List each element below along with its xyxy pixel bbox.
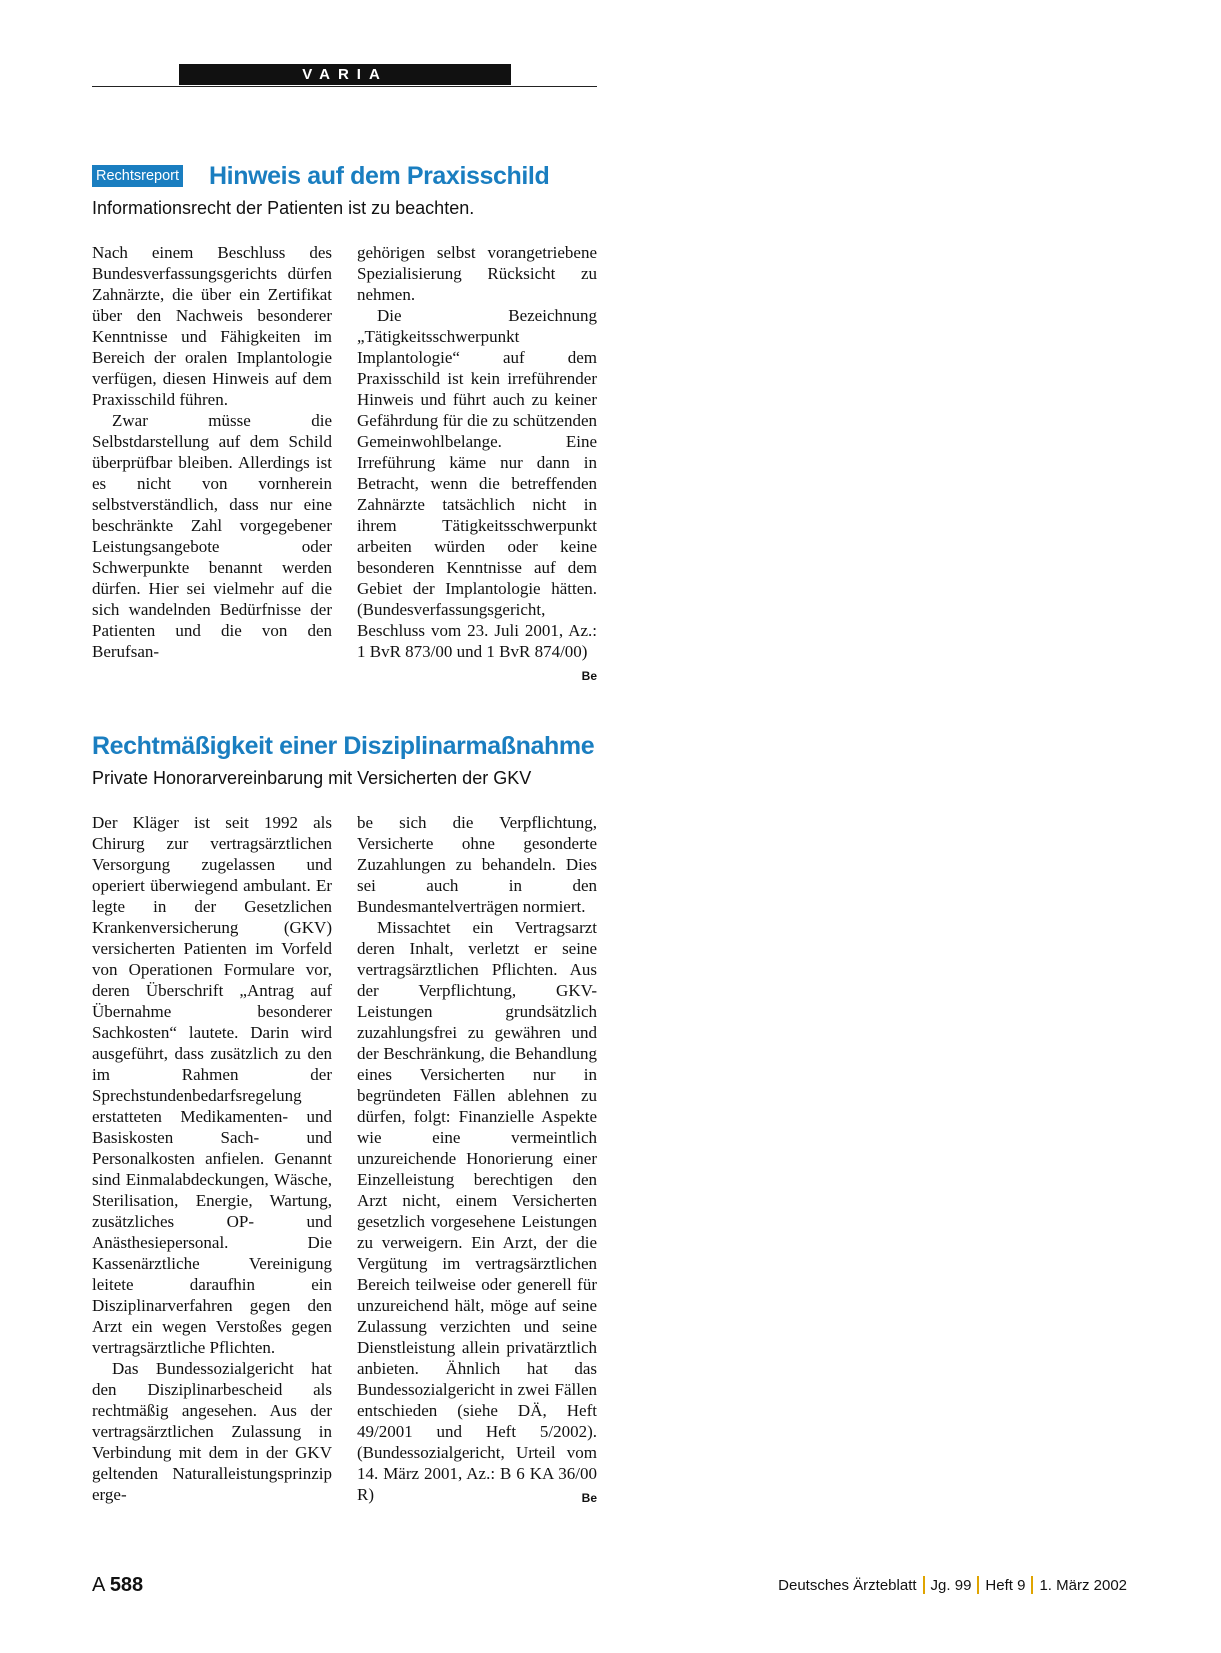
- article-subtitle: Informationsrecht der Patienten ist zu beachten.: [92, 198, 475, 218]
- article-title-row: [92, 158, 597, 194]
- article-headline: Hinweis auf dem Praxisschild: [209, 161, 550, 190]
- article-praxisschild: [92, 158, 597, 687]
- paragraph: Der Kläger ist seit 1992 als Chirurg zur vertragsärztlichen Versorgung zugelassen und operiert überwiegend ambulant. Er legte in der Gesetzlichen Krankenversicherung (GKV) versicherten Patienten im Vorfeld von Operationen Formulare vor, deren Überschrift „Antrag auf Übernahme besonderer Sachkosten“ lautete. Darin wird ausgeführt, dass zusätzlich zu den im Rahmen der Sprechstundenbedarfsregelung erstatteten Medikamenten- und Basiskosten Sach- und Personalkosten anfielen. Genannt sind Einmalabdeckungen, Wäsche, Sterilisation, Energie, Wartung, zusätzliches OP- und Anästhesiepersonal. Die Kassenärztliche Vereinigung leitete daraufhin ein Disziplinarverfahren gegen den Arzt ein wegen Verstoßes gegen vertragsärztliche Pflichten.: [92, 813, 332, 1357]
- paragraph-text: Die Bezeichnung „Tätigkeitsschwerpunkt Implantologie“ auf dem Praxisschild ist kein irreführender Hinweis und führt auch zu keiner Gefährdung für die zu schützenden Gemeinwohlbelange. Eine Irreführung käme nur dann in Betracht, wenn die betreffenden Zahnärzte tatsächlich nicht in ihrem Tätigkeitsschwerpunkt arbeiten würden oder keine besonderen Kenntnisse auf dem Gebiet der Implantologie hätten. (Bundesverfassungsgericht, Beschluss vom 23. Juli 2001, Az.: 1 BvR 873/00 und 1 BvR 874/00): [357, 306, 597, 661]
- author-signature: Be: [581, 669, 597, 683]
- paragraph: Das Bundessozialgericht hat den Disziplinarbescheid als rechtmäßig angesehen. Aus der vertragsärztlichen Zulassung in Verbindung mit dem in der GKV geltenden Naturalleistungsprinzip erge-: [92, 1359, 332, 1504]
- article-subtitle: Private Honorarvereinbarung mit Versicherten der GKV: [92, 768, 532, 788]
- journal-name: Deutsches Ärzteblatt: [778, 1576, 917, 1594]
- kicker-badge: Rechtsreport: [92, 165, 183, 187]
- article-columns: [92, 812, 597, 1509]
- journal-date: 1. März 2002: [1039, 1576, 1127, 1594]
- paragraph: [357, 917, 597, 1505]
- article-columns: [92, 242, 597, 687]
- article-headline: Rechtmäßigkeit einer Disziplinarmaßnahme: [92, 731, 595, 760]
- page-number-value: 588: [109, 1573, 144, 1596]
- paragraph: be sich die Verpflichtung, Versicherte ohne gesonderte Zuzahlungen zu behandeln. Dies sei auch in den Bundesmantelverträgen normiert.: [357, 813, 597, 916]
- header-rule: [92, 86, 597, 87]
- author-signature: Be: [581, 1491, 597, 1505]
- journal-issue: Heft 9: [985, 1576, 1026, 1594]
- separator-bar: [977, 1576, 979, 1594]
- journal-info: [778, 1576, 1127, 1594]
- paragraph: Zwar müsse die Selbstdarstellung auf dem Schild überprüfbar bleiben. Allerdings ist es nicht von vornherein selbstverständlich, dass nur eine beschränkte Zahl vorgegebener Leistungsangebote oder Schwerpunkte benannt werden dürfen. Hier sei vielmehr auf die sich wandelnden Bedürfnisse der Patienten und die von den Berufsan-: [92, 411, 332, 661]
- column-right: [357, 812, 597, 1509]
- paragraph: Nach einem Beschluss des Bundesverfassungsgerichts dürfen Zahnärzte, die über ein Zertifikat über den Nachweis besonderer Kenntnisse und Fähigkeiten im Bereich der oralen Implantologie verfügen, diesen Hinweis auf dem Praxisschild führen.: [92, 243, 332, 409]
- article-title-row: [92, 728, 597, 764]
- paragraph-text: Missachtet ein Vertragsarzt deren Inhalt, verletzt er seine vertragsärztlichen Pflichten. Aus der Verpflichtung, GKV-Leistungen grundsätzlich zuzahlungsfrei zu gewähren und der Beschränkung, die Behandlung eines Versicherten nur in begründeten Fällen ablehnen zu dürfen, folgt: Finanzielle Aspekte wie eine vermeintlich unzureichende Honorierung einer Einzelleistung berechtigen den Arzt nicht, einem Versicherten gesetzlich vorgesehene Leistungen zu verweigern. Ein Arzt, der die Vergütung im vertragsärztlichen Bereich teilweise oder generell für unzureichend hält, möge auf seine Zulassung verzichten und seine Dienstleistung allein privatärztlich anbieten. Ähnlich hat das Bundessozialgericht in zwei Fällen entschieden (siehe DÄ, Heft 49/2001 und Heft 5/2002). (Bundessozialgericht, Urteil vom 14. März 2001, Az.: B 6 KA 36/00 R): [357, 918, 597, 1504]
- paragraph: gehörigen selbst vorangetriebene Spezialisierung Rücksicht zu nehmen.: [357, 243, 597, 304]
- paragraph: [357, 305, 597, 683]
- column-left: [92, 242, 332, 687]
- separator-bar: [923, 1576, 925, 1594]
- column-right: [357, 242, 597, 687]
- section-label: VARIA: [179, 64, 511, 85]
- separator-bar: [1031, 1576, 1033, 1594]
- journal-volume: Jg. 99: [930, 1576, 972, 1594]
- page-letter: A: [92, 1573, 105, 1596]
- article-disziplinarmassnahme: [92, 728, 597, 1509]
- page-number: [92, 1574, 143, 1597]
- page-footer: [92, 1572, 1127, 1598]
- column-left: [92, 812, 332, 1509]
